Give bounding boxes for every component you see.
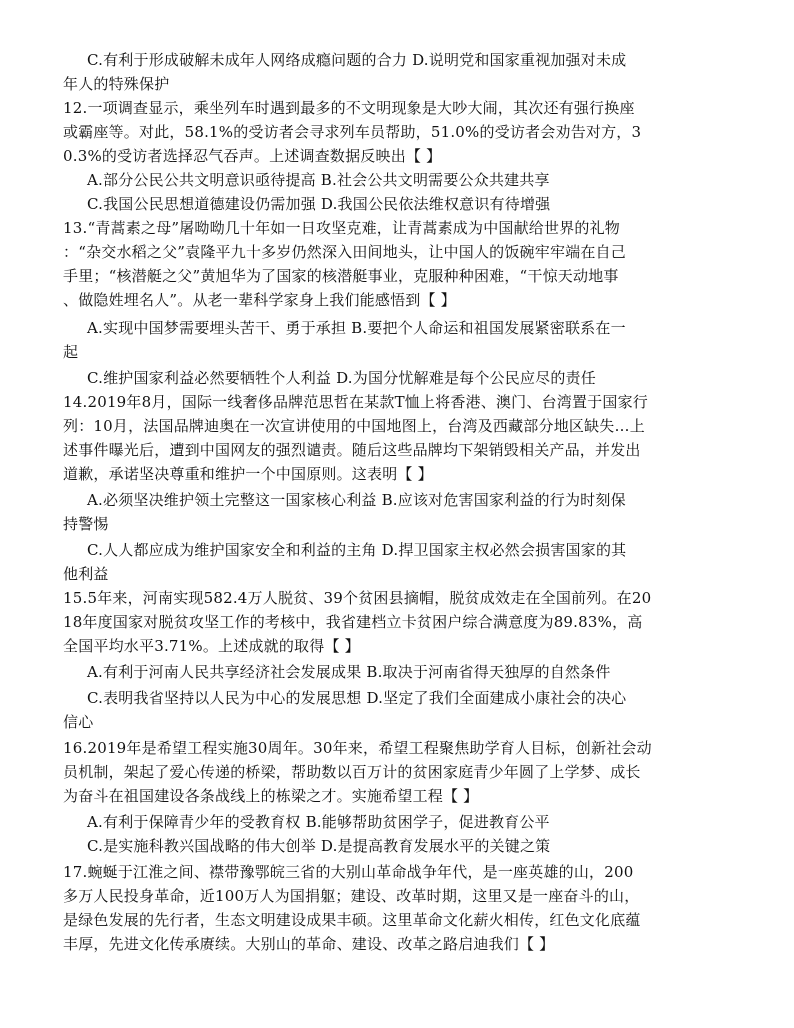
q13-option-ab: A.实现中国梦需要埋头苦干、勇于承担 B.要把个人命运和祖国发展紧密联系在一	[87, 319, 626, 337]
q13-stem-line: ：“杂交水稻之父”袁隆平九十多岁仍然深入田间地头，让中国人的饭碗牢牢端在自己	[63, 243, 626, 261]
q16-option-ab: A.有利于保障青少年的受教育权 B.能够帮助贫困学子，促进教育公平	[87, 813, 550, 831]
q13-stem-line: 13.“青蒿素之母”屠呦呦几十年如一日攻坚克难，让青蒿素成为中国献给世界的礼物	[63, 219, 620, 237]
q12-stem-line: 12.一项调查显示，乘坐列车时遇到最多的不文明现象是大吵大闹，其次还有强行换座	[63, 99, 635, 117]
q14-option-ab: A.必须坚决维护领土完整这一国家核心利益 B.应该对危害国家利益的行为时刻保	[87, 491, 626, 509]
q17-stem-line: 丰厚，先进文化传承赓续。大别山的革命、建设、改革之路启迪我们【 】	[63, 935, 555, 953]
q14-stem-line: 道歉，承诺坚决尊重和维护一个中国原则。这表明【 】	[63, 465, 433, 483]
q16-option-cd: C.是实施科教兴国战略的伟大创举 D.是提高教育发展水平的关键之策	[87, 837, 551, 855]
q12-stem-line: 0.3%的受访者选择忍气吞声。上述调查数据反映出【 】	[63, 147, 442, 165]
q14-stem-line: 述事件曝光后，遭到中国网友的强烈谴责。随后这些品牌均下架销毁相关产品，并发出	[63, 441, 641, 459]
q12-option-cd: C.我国公民思想道德建设仍需加强 D.我国公民依法维权意识有待增强	[87, 195, 551, 213]
q14-option-d-wrap: 他利益	[63, 565, 109, 583]
q13-option-b-wrap: 起	[63, 343, 79, 361]
q16-stem-line: 为奋斗在祖国建设各条战线上的栋梁之才。实施希望工程【 】	[63, 787, 479, 805]
q16-stem-line: 16.2019年是希望工程实施30周年。30年来，希望工程聚焦助学育人目标，创新社会动	[63, 739, 652, 757]
q11-option-d-wrap: 年人的特殊保护	[63, 75, 170, 93]
q14-stem-line: 列：10月，法国品牌迪奥在一次宣讲使用的中国地图上，台湾及西藏部分地区缺失…上	[63, 417, 645, 435]
q17-stem-line: 是绿色发展的先行者，生态文明建设成果丰硕。这里革命文化薪火相传，红色文化底蕴	[63, 911, 641, 929]
q16-stem-line: 员机制，架起了爱心传递的桥梁，帮助数以百万计的贫困家庭青少年圆了上学梦、成长	[63, 763, 641, 781]
q14-stem-line: 14.2019年8月，国际一线奢侈品牌范思哲在某款T恤上将香港、澳门、台湾置于国家行	[63, 393, 648, 411]
q15-stem-line: 全国平均水平3.71%。上述成就的取得【 】	[63, 637, 360, 655]
q13-stem-line: 手里；“核潜艇之父”黄旭华为了国家的核潜艇事业，克服种种困难，“干惊天动地事	[63, 267, 619, 285]
q15-stem-line: 15.5年来，河南实现582.4万人脱贫、39个贫困县摘帽，脱贫成效走在全国前列。在20	[63, 589, 652, 607]
q15-option-d-wrap: 信心	[63, 713, 94, 731]
q15-option-ab: A.有利于河南人民共享经济社会发展成果 B.取决于河南省得天独厚的自然条件	[87, 663, 611, 681]
q15-stem-line: 18年度国家对脱贫攻坚工作的考核中，我省建档立卡贫困户综合满意度为89.83%，高	[63, 613, 643, 631]
q12-option-ab: A.部分公民公共文明意识亟待提高 B.社会公共文明需要公众共建共享	[87, 171, 550, 189]
q14-option-cd: C.人人都应成为维护国家安全和利益的主角 D.捍卫国家主权必然会损害国家的其	[87, 541, 627, 559]
q13-option-cd: C.维护国家利益必然要牺牲个人利益 D.为国分忧解难是每个公民应尽的责任	[87, 369, 596, 387]
q17-stem-line: 17.蜿蜒于江淮之间、襟带豫鄂皖三省的大别山革命战争年代，是一座英雄的山，200	[63, 863, 634, 881]
q14-option-b-wrap: 持警惕	[63, 515, 109, 533]
q15-option-cd: C.表明我省坚持以人民为中心的发展思想 D.坚定了我们全面建成小康社会的决心	[87, 689, 627, 707]
q13-stem-line: 、做隐姓埋名人”。从老一辈科学家身上我们能感悟到【 】	[63, 291, 456, 309]
q11-option-cd: C.有利于形成破解未成年人网络成瘾问题的合力 D.说明党和国家重视加强对未成	[87, 51, 627, 69]
q12-stem-line: 或霸座等。对此，58.1%的受访者会寻求列车员帮助，51.0%的受访者会劝告对方，3	[63, 123, 642, 141]
q17-stem-line: 多万人民投身革命，近100万人为国捐躯；建设、改革时期，这里又是一座奋斗的山，	[63, 887, 640, 905]
